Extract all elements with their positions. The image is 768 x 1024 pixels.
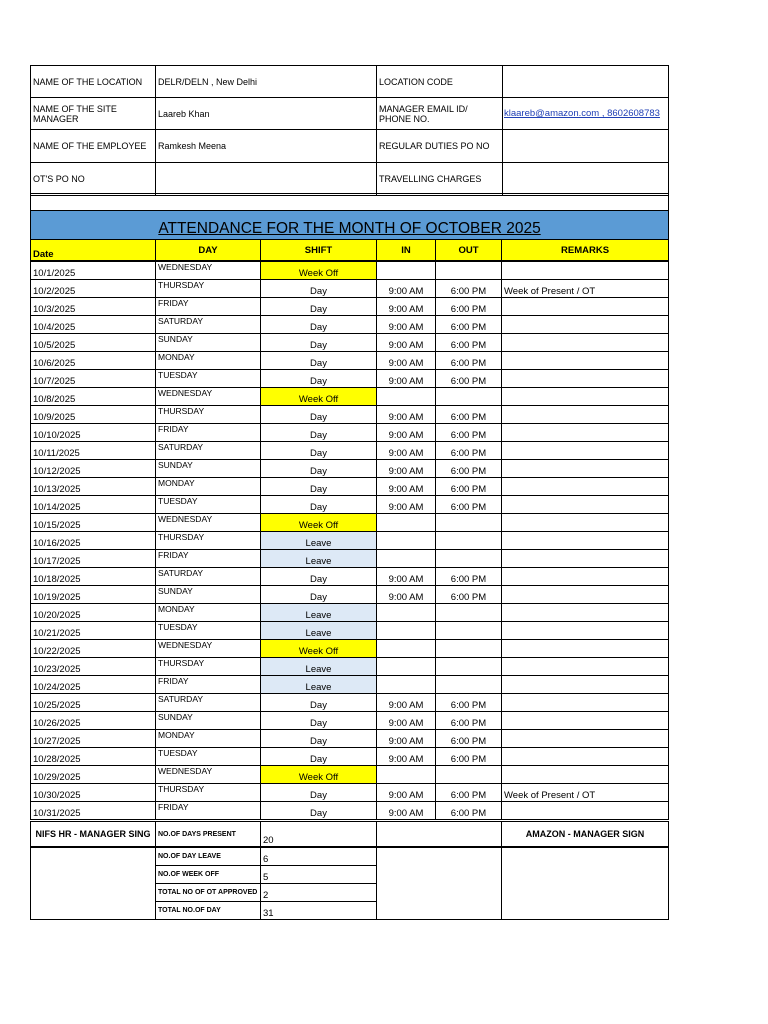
in-time-cell[interactable] <box>377 604 436 622</box>
out-time-cell[interactable] <box>436 261 502 280</box>
date-cell[interactable]: 10/21/2025 <box>31 622 156 640</box>
out-time-cell[interactable] <box>436 766 502 784</box>
day-cell[interactable]: TUESDAY <box>156 622 261 640</box>
shift-cell[interactable]: Leave <box>261 622 377 640</box>
attendance-row <box>31 550 669 568</box>
out-time-cell[interactable] <box>436 514 502 532</box>
regular-po-label: REGULAR DUTIES PO NO <box>377 130 503 163</box>
amazon-sign-area[interactable] <box>502 847 669 920</box>
shift-cell[interactable]: Day <box>261 478 377 496</box>
out-time-cell[interactable] <box>436 604 502 622</box>
shift-cell[interactable]: Day <box>261 334 377 352</box>
attendance-row <box>31 388 669 406</box>
date-cell[interactable]: 10/8/2025 <box>31 388 156 406</box>
info-row-ot-po <box>31 163 669 196</box>
in-time-cell[interactable]: 9:00 AM <box>377 334 436 352</box>
date-cell[interactable]: 10/14/2025 <box>31 496 156 514</box>
shift-cell[interactable]: Leave <box>261 676 377 694</box>
day-cell[interactable]: SATURDAY <box>156 442 261 460</box>
remarks-cell[interactable] <box>502 676 669 694</box>
shift-cell[interactable]: Day <box>261 352 377 370</box>
in-time-cell[interactable]: 9:00 AM <box>377 712 436 730</box>
in-time-cell[interactable]: 9:00 AM <box>377 496 436 514</box>
attendance-row <box>31 370 669 388</box>
in-time-cell[interactable] <box>377 550 436 568</box>
day-cell[interactable]: THURSDAY <box>156 280 261 298</box>
out-time-cell[interactable]: 6:00 PM <box>436 352 502 370</box>
shift-cell[interactable]: Day <box>261 460 377 478</box>
header-in: IN <box>377 240 436 262</box>
summary-label: TOTAL NO.OF DAY <box>156 902 261 920</box>
shift-cell[interactable]: Day <box>261 568 377 586</box>
in-time-cell[interactable]: 9:00 AM <box>377 298 436 316</box>
out-time-cell[interactable]: 6:00 PM <box>436 730 502 748</box>
date-cell[interactable]: 10/29/2025 <box>31 766 156 784</box>
date-cell[interactable]: 10/19/2025 <box>31 586 156 604</box>
summary-row <box>31 822 669 848</box>
attendance-row <box>31 406 669 424</box>
day-cell[interactable]: TUESDAY <box>156 748 261 766</box>
day-cell[interactable]: FRIDAY <box>156 550 261 568</box>
header-remarks: REMARKS <box>502 240 669 262</box>
shift-cell[interactable]: Day <box>261 496 377 514</box>
out-time-cell[interactable]: 6:00 PM <box>436 496 502 514</box>
title-row <box>31 211 669 240</box>
summary-table <box>30 821 669 920</box>
shift-cell[interactable]: Day <box>261 316 377 334</box>
out-time-cell[interactable]: 6:00 PM <box>436 586 502 604</box>
day-cell[interactable]: TUESDAY <box>156 370 261 388</box>
date-cell[interactable]: 10/18/2025 <box>31 568 156 586</box>
out-time-cell[interactable]: 6:00 PM <box>436 334 502 352</box>
out-time-cell[interactable] <box>436 658 502 676</box>
day-cell[interactable]: MONDAY <box>156 352 261 370</box>
attendance-row <box>31 298 669 316</box>
out-time-cell[interactable]: 6:00 PM <box>436 802 502 820</box>
out-time-cell[interactable]: 6:00 PM <box>436 406 502 424</box>
shift-cell[interactable]: Day <box>261 280 377 298</box>
attendance-row <box>31 622 669 640</box>
day-cell[interactable]: FRIDAY <box>156 802 261 820</box>
attendance-row <box>31 748 669 766</box>
attendance-row <box>31 334 669 352</box>
remarks-cell[interactable] <box>502 388 669 406</box>
in-time-cell[interactable]: 9:00 AM <box>377 748 436 766</box>
attendance-row <box>31 784 669 802</box>
date-cell[interactable]: 10/26/2025 <box>31 712 156 730</box>
day-cell[interactable]: SUNDAY <box>156 712 261 730</box>
date-cell[interactable]: 10/10/2025 <box>31 424 156 442</box>
out-time-cell[interactable]: 6:00 PM <box>436 316 502 334</box>
in-time-cell[interactable]: 9:00 AM <box>377 442 436 460</box>
in-time-cell[interactable] <box>377 622 436 640</box>
location-value[interactable]: DELR/DELN , New Delhi <box>156 66 377 98</box>
remarks-cell[interactable] <box>502 640 669 658</box>
in-time-cell[interactable] <box>377 514 436 532</box>
remarks-cell[interactable] <box>502 694 669 712</box>
in-time-cell[interactable]: 9:00 AM <box>377 406 436 424</box>
date-cell[interactable]: 10/4/2025 <box>31 316 156 334</box>
in-time-cell[interactable]: 9:00 AM <box>377 694 436 712</box>
in-time-cell[interactable]: 9:00 AM <box>377 424 436 442</box>
info-row-site-manager <box>31 98 669 130</box>
attendance-row <box>31 766 669 784</box>
out-time-cell[interactable]: 6:00 PM <box>436 280 502 298</box>
shift-cell[interactable]: Day <box>261 730 377 748</box>
remarks-cell[interactable] <box>502 334 669 352</box>
in-time-cell[interactable]: 9:00 AM <box>377 460 436 478</box>
remarks-cell[interactable] <box>502 802 669 820</box>
attendance-row <box>31 496 669 514</box>
attendance-row <box>31 316 669 334</box>
day-cell[interactable]: THURSDAY <box>156 532 261 550</box>
manager-contact-link[interactable]: klaareb@amazon.com , 8602608783 <box>503 98 669 130</box>
travelling-label: TRAVELLING CHARGES <box>377 163 503 196</box>
shift-cell[interactable]: Day <box>261 298 377 316</box>
attendance-row <box>31 586 669 604</box>
date-cell[interactable]: 10/23/2025 <box>31 658 156 676</box>
date-cell[interactable]: 10/25/2025 <box>31 694 156 712</box>
shift-cell[interactable]: Leave <box>261 604 377 622</box>
out-time-cell[interactable]: 6:00 PM <box>436 568 502 586</box>
summary-value[interactable]: 2 <box>261 884 377 902</box>
shift-cell[interactable]: Leave <box>261 658 377 676</box>
in-time-cell[interactable]: 9:00 AM <box>377 280 436 298</box>
header-shift: SHIFT <box>261 240 377 262</box>
remarks-cell[interactable] <box>502 352 669 370</box>
in-time-cell[interactable] <box>377 766 436 784</box>
remarks-cell[interactable] <box>502 604 669 622</box>
employee-value[interactable]: Ramkesh Meena <box>156 130 377 163</box>
out-time-cell[interactable]: 6:00 PM <box>436 442 502 460</box>
summary-value[interactable]: 5 <box>261 866 377 884</box>
date-cell[interactable]: 10/5/2025 <box>31 334 156 352</box>
attendance-row <box>31 532 669 550</box>
remarks-cell[interactable] <box>502 586 669 604</box>
attendance-row <box>31 478 669 496</box>
amazon-sign-label: AMAZON - MANAGER SIGN <box>502 822 669 848</box>
header-row <box>31 240 669 262</box>
attendance-row <box>31 261 669 280</box>
attendance-row <box>31 568 669 586</box>
remarks-cell[interactable] <box>502 496 669 514</box>
out-time-cell[interactable]: 6:00 PM <box>436 784 502 802</box>
shift-cell[interactable]: Day <box>261 748 377 766</box>
shift-cell[interactable]: Day <box>261 586 377 604</box>
info-row-location <box>31 66 669 98</box>
date-cell[interactable]: 10/7/2025 <box>31 370 156 388</box>
shift-cell[interactable]: Week Off <box>261 388 377 406</box>
in-time-cell[interactable] <box>377 261 436 280</box>
out-time-cell[interactable] <box>436 388 502 406</box>
remarks-cell[interactable] <box>502 658 669 676</box>
attendance-row <box>31 694 669 712</box>
out-time-cell[interactable] <box>436 550 502 568</box>
date-cell[interactable]: 10/31/2025 <box>31 802 156 820</box>
day-cell[interactable]: FRIDAY <box>156 298 261 316</box>
remarks-cell[interactable] <box>502 316 669 334</box>
in-time-cell[interactable]: 9:00 AM <box>377 370 436 388</box>
day-cell[interactable]: THURSDAY <box>156 406 261 424</box>
day-cell[interactable]: SUNDAY <box>156 460 261 478</box>
in-time-cell[interactable]: 9:00 AM <box>377 730 436 748</box>
shift-cell[interactable]: Day <box>261 802 377 820</box>
date-cell[interactable]: 10/12/2025 <box>31 460 156 478</box>
remarks-cell[interactable] <box>502 514 669 532</box>
date-cell[interactable]: 10/20/2025 <box>31 604 156 622</box>
remarks-cell[interactable] <box>502 730 669 748</box>
in-time-cell[interactable]: 9:00 AM <box>377 316 436 334</box>
shift-cell[interactable]: Day <box>261 370 377 388</box>
date-cell[interactable]: 10/27/2025 <box>31 730 156 748</box>
remarks-cell[interactable] <box>502 712 669 730</box>
shift-cell[interactable]: Day <box>261 424 377 442</box>
date-cell[interactable]: 10/9/2025 <box>31 406 156 424</box>
out-time-cell[interactable] <box>436 532 502 550</box>
day-cell[interactable]: WEDNESDAY <box>156 388 261 406</box>
remarks-cell[interactable] <box>502 298 669 316</box>
date-cell[interactable]: 10/17/2025 <box>31 550 156 568</box>
remarks-cell[interactable] <box>502 766 669 784</box>
in-time-cell[interactable]: 9:00 AM <box>377 352 436 370</box>
remarks-cell[interactable] <box>502 748 669 766</box>
shift-cell[interactable]: Day <box>261 442 377 460</box>
summary-blank-cell <box>377 847 502 920</box>
date-cell[interactable]: 10/11/2025 <box>31 442 156 460</box>
attendance-table <box>30 193 669 820</box>
summary-blank-cell <box>377 822 502 848</box>
in-time-cell[interactable]: 9:00 AM <box>377 478 436 496</box>
summary-value[interactable]: 6 <box>261 847 377 866</box>
location-code-value[interactable] <box>503 66 669 98</box>
remarks-cell[interactable] <box>502 478 669 496</box>
summary-value[interactable]: 31 <box>261 902 377 920</box>
manager-contact-label: MANAGER EMAIL ID/ PHONE NO. <box>377 98 503 130</box>
day-cell[interactable]: THURSDAY <box>156 784 261 802</box>
spacer-row <box>31 194 669 211</box>
spacer-cell <box>31 194 669 211</box>
remarks-cell[interactable] <box>502 261 669 280</box>
out-time-cell[interactable]: 6:00 PM <box>436 298 502 316</box>
date-cell[interactable]: 10/22/2025 <box>31 640 156 658</box>
date-cell[interactable]: 10/3/2025 <box>31 298 156 316</box>
in-time-cell[interactable] <box>377 658 436 676</box>
ot-po-value[interactable] <box>156 163 377 196</box>
out-time-cell[interactable]: 6:00 PM <box>436 478 502 496</box>
in-time-cell[interactable] <box>377 388 436 406</box>
day-cell[interactable]: FRIDAY <box>156 676 261 694</box>
hr-sign-label: NIFS HR - MANAGER SING <box>31 822 156 848</box>
attendance-title: ATTENDANCE FOR THE MONTH OF OCTOBER 2025 <box>31 211 669 240</box>
day-cell[interactable]: MONDAY <box>156 730 261 748</box>
out-time-cell[interactable]: 6:00 PM <box>436 712 502 730</box>
remarks-cell[interactable] <box>502 406 669 424</box>
summary-row <box>31 847 669 866</box>
attendance-row <box>31 352 669 370</box>
attendance-row <box>31 442 669 460</box>
attendance-row <box>31 712 669 730</box>
date-cell[interactable]: 10/30/2025 <box>31 784 156 802</box>
day-cell[interactable]: WEDNESDAY <box>156 261 261 280</box>
remarks-cell[interactable] <box>502 370 669 388</box>
day-cell[interactable]: SUNDAY <box>156 334 261 352</box>
shift-cell[interactable]: Day <box>261 712 377 730</box>
day-cell[interactable]: SUNDAY <box>156 586 261 604</box>
shift-cell[interactable]: Day <box>261 406 377 424</box>
attendance-row <box>31 460 669 478</box>
shift-cell[interactable]: Day <box>261 694 377 712</box>
remarks-cell[interactable] <box>502 550 669 568</box>
day-cell[interactable]: WEDNESDAY <box>156 640 261 658</box>
attendance-row <box>31 514 669 532</box>
date-cell[interactable]: 10/13/2025 <box>31 478 156 496</box>
attendance-row <box>31 658 669 676</box>
in-time-cell[interactable] <box>377 676 436 694</box>
day-cell[interactable]: SATURDAY <box>156 316 261 334</box>
shift-cell[interactable]: Day <box>261 784 377 802</box>
date-cell[interactable]: 10/16/2025 <box>31 532 156 550</box>
travelling-value[interactable] <box>503 163 669 196</box>
in-time-cell[interactable]: 9:00 AM <box>377 568 436 586</box>
attendance-row <box>31 676 669 694</box>
attendance-row <box>31 424 669 442</box>
header-out: OUT <box>436 240 502 262</box>
attendance-row <box>31 802 669 820</box>
employee-label: NAME OF THE EMPLOYEE <box>31 130 156 163</box>
day-cell[interactable]: SATURDAY <box>156 568 261 586</box>
attendance-row <box>31 604 669 622</box>
remarks-cell[interactable] <box>502 460 669 478</box>
day-cell[interactable]: MONDAY <box>156 478 261 496</box>
out-time-cell[interactable]: 6:00 PM <box>436 370 502 388</box>
remarks-cell[interactable]: Week of Present / OT <box>502 280 669 298</box>
shift-cell[interactable]: Leave <box>261 532 377 550</box>
remarks-cell[interactable] <box>502 622 669 640</box>
shift-cell[interactable]: Week Off <box>261 766 377 784</box>
in-time-cell[interactable]: 9:00 AM <box>377 802 436 820</box>
date-cell[interactable]: 10/24/2025 <box>31 676 156 694</box>
attendance-row <box>31 280 669 298</box>
day-cell[interactable]: MONDAY <box>156 604 261 622</box>
date-cell[interactable]: 10/2/2025 <box>31 280 156 298</box>
out-time-cell[interactable]: 6:00 PM <box>436 748 502 766</box>
header-date: Date <box>31 240 156 262</box>
in-time-cell[interactable]: 9:00 AM <box>377 586 436 604</box>
summary-label: NO.OF WEEK OFF <box>156 866 261 884</box>
day-cell[interactable]: WEDNESDAY <box>156 766 261 784</box>
out-time-cell[interactable]: 6:00 PM <box>436 460 502 478</box>
shift-cell[interactable]: Week Off <box>261 261 377 280</box>
remarks-cell[interactable] <box>502 532 669 550</box>
date-cell[interactable]: 10/6/2025 <box>31 352 156 370</box>
date-cell[interactable]: 10/1/2025 <box>31 261 156 280</box>
day-cell[interactable]: SATURDAY <box>156 694 261 712</box>
summary-value[interactable]: 20 <box>261 822 377 848</box>
hr-sign-area[interactable] <box>31 847 156 920</box>
summary-label: TOTAL NO OF OT APPROVED <box>156 884 261 902</box>
remarks-cell[interactable] <box>502 568 669 586</box>
summary-label: NO.OF DAYS PRESENT <box>156 822 261 848</box>
shift-cell[interactable]: Week Off <box>261 640 377 658</box>
out-time-cell[interactable] <box>436 640 502 658</box>
site-manager-value[interactable]: Laareb Khan <box>156 98 377 130</box>
remarks-cell[interactable] <box>502 424 669 442</box>
location-label: NAME OF THE LOCATION <box>31 66 156 98</box>
regular-po-value[interactable] <box>503 130 669 163</box>
in-time-cell[interactable]: 9:00 AM <box>377 784 436 802</box>
employee-info-table <box>30 65 669 196</box>
day-cell[interactable]: THURSDAY <box>156 658 261 676</box>
out-time-cell[interactable]: 6:00 PM <box>436 424 502 442</box>
day-cell[interactable]: TUESDAY <box>156 496 261 514</box>
site-manager-label: NAME OF THE SITE MANAGER <box>31 98 156 130</box>
out-time-cell[interactable]: 6:00 PM <box>436 694 502 712</box>
attendance-row <box>31 730 669 748</box>
location-code-label: LOCATION CODE <box>377 66 503 98</box>
date-cell[interactable]: 10/28/2025 <box>31 748 156 766</box>
in-time-cell[interactable] <box>377 640 436 658</box>
remarks-cell[interactable]: Week of Present / OT <box>502 784 669 802</box>
shift-cell[interactable]: Leave <box>261 550 377 568</box>
summary-label: NO.OF DAY LEAVE <box>156 847 261 866</box>
remarks-cell[interactable] <box>502 442 669 460</box>
attendance-row <box>31 640 669 658</box>
out-time-cell[interactable] <box>436 622 502 640</box>
header-day: DAY <box>156 240 261 262</box>
date-cell[interactable]: 10/15/2025 <box>31 514 156 532</box>
info-row-employee <box>31 130 669 163</box>
ot-po-label: OT'S PO NO <box>31 163 156 196</box>
in-time-cell[interactable] <box>377 532 436 550</box>
day-cell[interactable]: WEDNESDAY <box>156 514 261 532</box>
shift-cell[interactable]: Week Off <box>261 514 377 532</box>
day-cell[interactable]: FRIDAY <box>156 424 261 442</box>
out-time-cell[interactable] <box>436 676 502 694</box>
